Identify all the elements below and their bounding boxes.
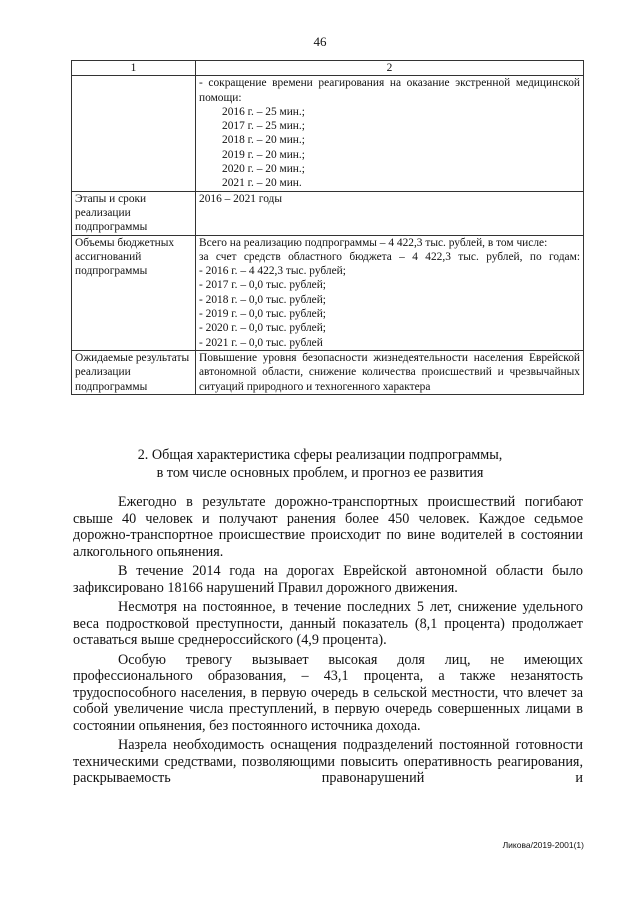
table-row-stages: [72, 191, 584, 235]
section-title-line-2: в том числе основных проблем, и прогноз ее развития: [156, 464, 484, 481]
budget-year-2017: - 2017 г. – 0,0 тыс. рублей;: [199, 279, 326, 292]
budget-year-2016: - 2016 г. – 4 422,3 тыс. рублей;: [199, 265, 346, 278]
reaction-year-2017: 2017 г. – 25 мин.;: [222, 120, 305, 133]
cell-empty: [72, 76, 196, 191]
budget-total: Всего на реализацию подпрограммы – 4 422,3 тыс. рублей, в том числе:: [199, 236, 548, 249]
table-row-reaction: [72, 76, 584, 191]
budget-label: Объемы бюджетных ассигнований подпрограммы: [72, 235, 196, 350]
reaction-year-2020: 2020 г. – 20 мин.;: [222, 163, 305, 176]
table-row-budget: [72, 235, 584, 350]
reaction-year-2021: 2021 г. – 20 мин.: [222, 177, 302, 190]
paragraph-equipment: Назрела необходимость оснащения подразделений постоянной готовности техническими средствами, позволяющими повысить оперативность реагирования, раскрываемость правонарушений и: [73, 737, 583, 786]
stages-label: Этапы и сроки реализации подпрограммы: [72, 191, 196, 235]
header-col-2: 2: [196, 61, 584, 76]
passport-table: [71, 60, 584, 395]
results-value: Повышение уровня безопасности жизнедеятельности населения Еврейской автономной области, снижение количества происшествий и чрезвычайных ситуаций природного и техногенного характера: [196, 350, 584, 394]
budget-regional: за счет средств областного бюджета – 4 422,3 тыс. рублей, по годам:: [199, 250, 580, 263]
budget-year-2021: - 2021 г. – 0,0 тыс. рублей: [199, 336, 323, 349]
table-header-row: [72, 61, 584, 76]
section-title-line-1: 2. Общая характеристика сферы реализации подпрограммы,: [137, 447, 503, 463]
results-label: Ожидаемые результаты реализации подпрограммы: [72, 350, 196, 394]
reaction-year-2018: 2018 г. – 20 мин.;: [222, 134, 305, 147]
table-row-results: [72, 350, 584, 394]
budget-year-2019: - 2019 г. – 0,0 тыс. рублей;: [199, 308, 326, 321]
paragraph-unemployment: Особую тревогу вызывает высокая доля лиц, не имеющих профессионального образования, – 43,1 процента, а также незанятость трудоспособного населения, в первую очередь в сельской местности, что влечет за собой увеличение числа преступлений, в первую очередь совершенных лицами в состоянии опьянения, без постоянного источника дохода.: [73, 651, 583, 734]
footer-document-code: Ликова/2019-2001(1): [502, 840, 584, 850]
paragraph-violations: В течение 2014 года на дорогах Еврейской автономной области было зафиксировано 18166 нарушений Правил дорожного движения.: [73, 563, 583, 596]
reaction-year-2019: 2019 г. – 20 мин.;: [222, 148, 305, 161]
budget-year-2018: - 2018 г. – 0,0 тыс. рублей;: [199, 293, 326, 306]
page-number: 46: [313, 34, 327, 49]
reaction-year-2016: 2016 г. – 25 мин.;: [222, 105, 305, 118]
budget-value: [196, 235, 584, 350]
header-col-1: 1: [72, 61, 196, 76]
cell-reaction-time: [196, 76, 584, 191]
budget-year-2020: - 2020 г. – 0,0 тыс. рублей;: [199, 322, 326, 335]
body-text: [73, 494, 583, 787]
paragraph-accidents: Ежегодно в результате дорожно-транспортных происшествий погибают свыше 40 человек и получают ранения более 450 человек. Каждое седьмое дорожно-транспортное происшествие происходит по вине водителей в состоянии алкогольного опьянения.: [73, 494, 583, 560]
paragraph-juvenile-crime: Несмотря на постоянное, в течение последних 5 лет, снижение удельного веса подростковой преступности, данный показатель (8,1 процента) продолжает оставаться выше среднероссийского (4,9 процента).: [73, 599, 583, 648]
section-title: [0, 447, 640, 482]
stages-value: 2016 – 2021 годы: [196, 191, 584, 235]
reaction-intro: - сокращение времени реагирования на оказание экстренной медицинской помощи:: [199, 77, 580, 104]
